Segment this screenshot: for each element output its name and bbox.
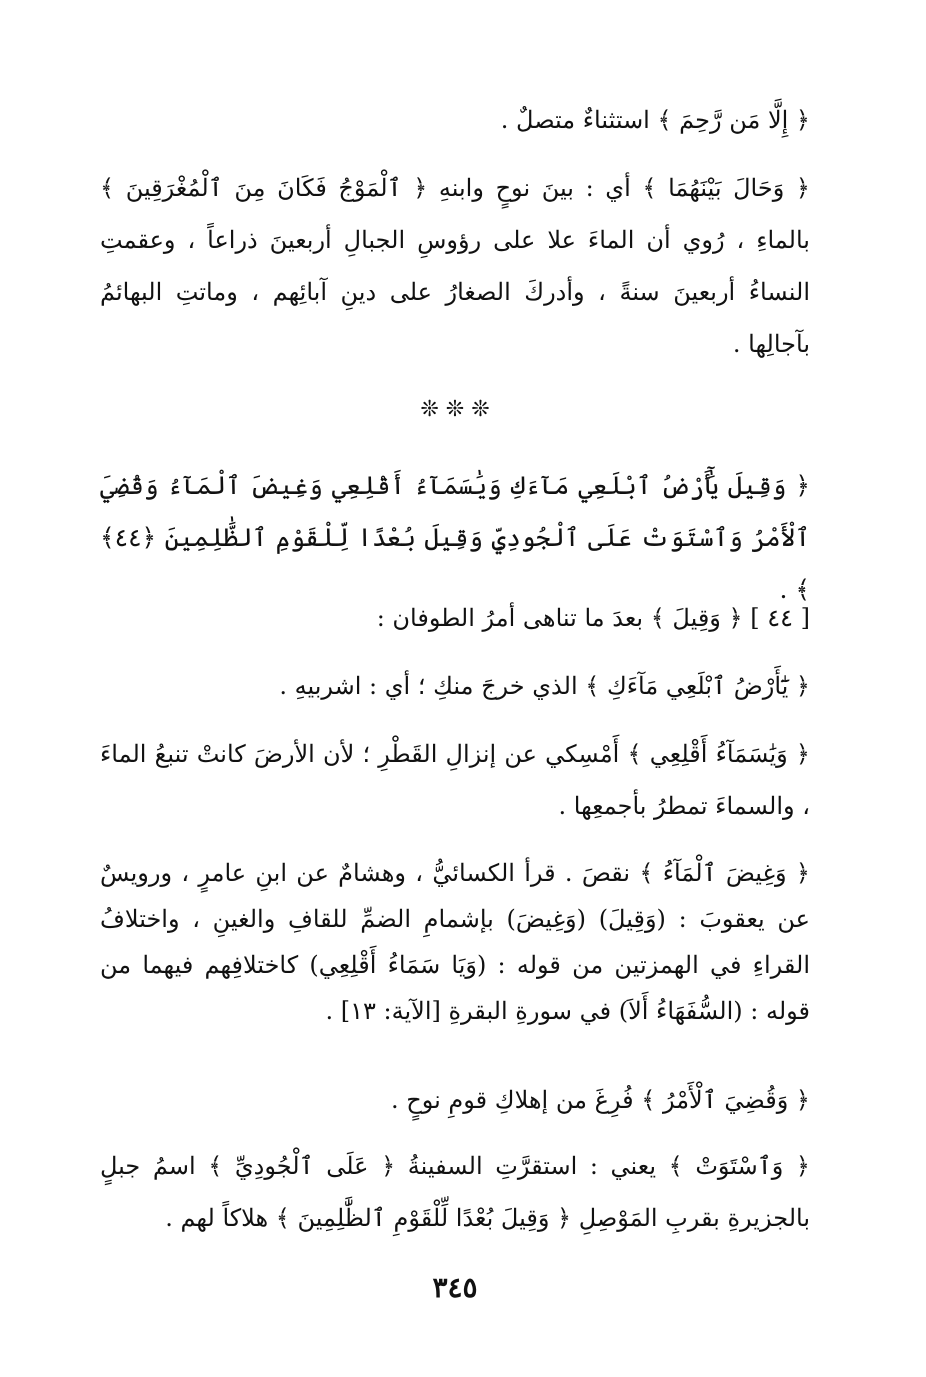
paragraph-verse-44: ﴿ وَقِيلَ يَٰٓأَرْضُ ٱبْلَعِي مَآءَكِ وَيَٰسَمَآءُ أَقْلِعِي وَغِيضَ ٱلْمَآءُ وَقُضِيَ ٱلْأَمْرُ وَٱسْتَوَتْ عَلَى ٱلْجُودِيِّ وَقِيلَ بُعْدًا لِّلْقَوْمِ ٱلظَّٰلِمِينَ ﴿٤٤﴾ ﴾ . bbox=[100, 471, 810, 604]
paragraph-matter-decreed: ﴿ وَقُضِيَ ٱلْأَمْرُ ﴾ فُرِغَ من إهلاكِ قومِ نوحٍ . bbox=[390, 1086, 810, 1114]
paragraph-verse-exception: ﴿ إِلَّا مَن رَّحِمَ ﴾ استثناءٌ متصلٌ . bbox=[500, 106, 810, 134]
paragraph-wave-between: ﴿ وَحَالَ بَيْنَهُمَا ﴾ أي : بينَ نوحٍ وابنهِ ﴿ ٱلْمَوْجُ فَكَانَ مِنَ ٱلْمُغْرَقِينَ ﴾ بالماءِ ، رُوي أن الماءَ علا على رؤوسِ الجبالِ أربعينَ ذراعاً ، وعقمتِ النساءُ أربعينَ سنةً ، وأدركَ الصغارُ على دينِ آبائِهم ، وماتتِ البهائمُ بآجالِها . bbox=[100, 174, 810, 358]
paragraph-earth-swallow: ﴿ يَٰٓأَرْضُ ٱبْلَعِي مَآءَكِ ﴾ الذي خرجَ منكِ ؛ أي : اشربيهِ . bbox=[279, 672, 810, 700]
book-page bbox=[100, 0, 810, 1377]
paragraph-verse-44-intro: [ ٤٤ ] ﴿ وَقِيلَ ﴾ بعدَ ما تناهى أمرُ الطوفان : bbox=[376, 604, 810, 632]
paragraph-judi-mountain: ﴿ وَٱسْتَوَتْ ﴾ يعني : استقرَّتِ السفينةُ ﴿ عَلَى ٱلْجُودِيِّ ﴾ اسمُ جبلٍ بالجزيرةِ بقربِ المَوْصِلِ ﴿ وَقِيلَ بُعْدًا لِّلْقَوْمِ ٱلظَّٰلِمِينَ ﴾ هلاكاً لهم . bbox=[100, 1152, 810, 1232]
paragraph-sky-withhold: ﴿ وَيَٰسَمَآءُ أَقْلِعِي ﴾ أَمْسِكي عن إنزالِ القَطْرِ ؛ لأن الأرضَ كانتْ تنبعُ الماءَ ، والسماءَ تمطرُ بأجمعِها . bbox=[100, 740, 810, 820]
page-number: ٣٤٥ bbox=[432, 1271, 478, 1304]
section-separator: ❊ ❊ ❊ bbox=[420, 397, 490, 422]
paragraph-water-subside: ﴿ وَغِيضَ ٱلْمَآءُ ﴾ نقصَ . قرأ الكسائيُّ ، وهشامٌ عن ابنِ عامرٍ ، ورويسٌ عن يعقوبَ : (وَقِيلَ) (وَغِيضَ) بإشمامِ الضمِّ للقافِ والغينِ ، واختلافُ القراءِ في الهمزتين من قوله : (وَيَا سَمَاءُ أَقْلِعِي) كاختلافِهم فيهما من قوله : (السُّفَهَاءُ أَلاَ) في سورةِ البقرةِ [الآية: ١٣] . bbox=[100, 859, 810, 1025]
